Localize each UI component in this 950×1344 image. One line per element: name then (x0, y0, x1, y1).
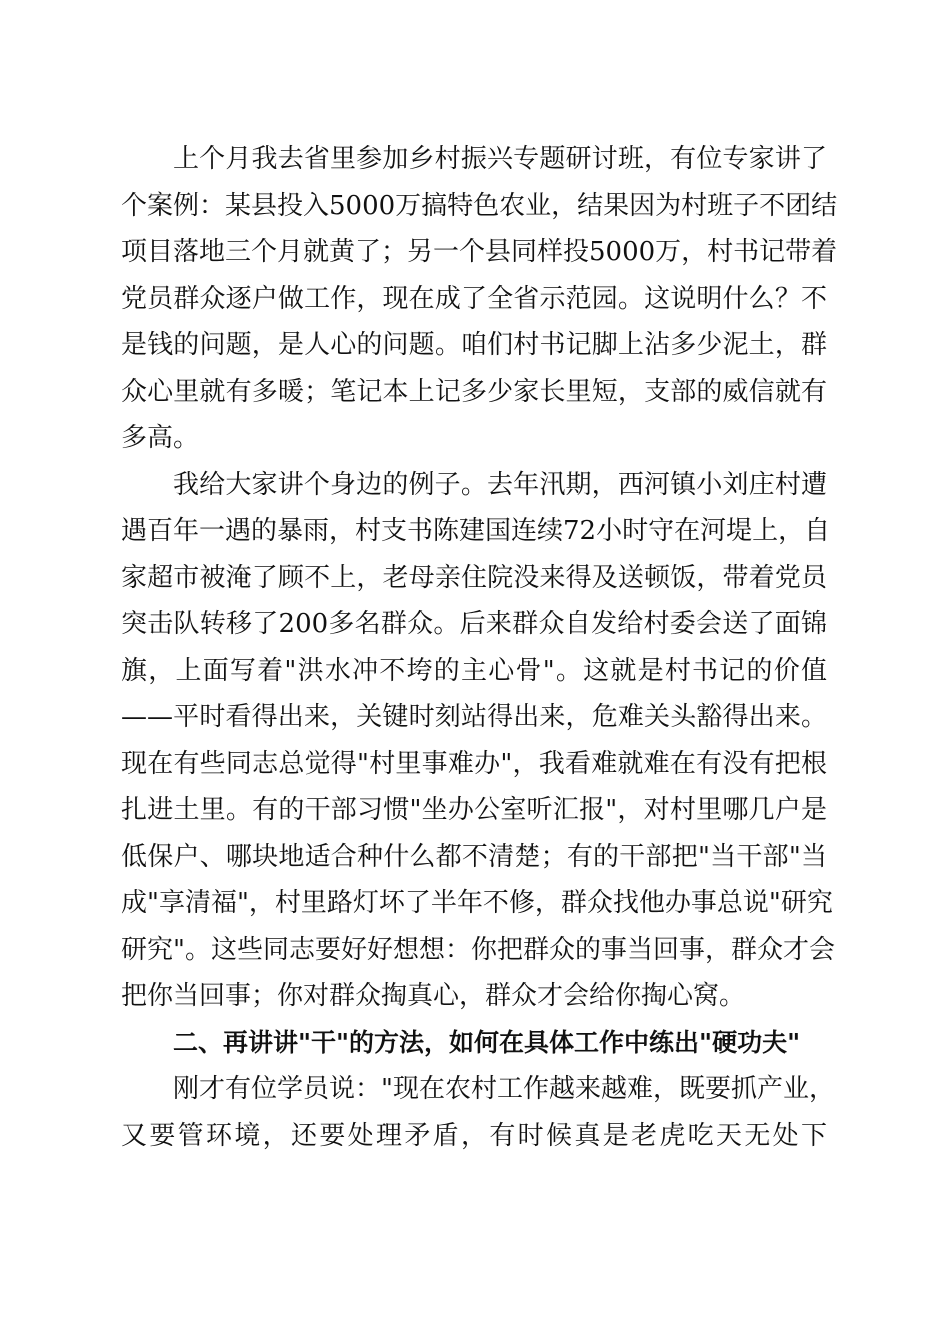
document-body (121, 136, 838, 1159)
text-line: 上个月我去省里参加乡村振兴专题研讨班，有位专家讲了 (173, 144, 827, 174)
text-line: 家超市被淹了顾不上，老母亲住院没来得及送顿饭，带着党员 (121, 562, 827, 593)
paragraph (121, 136, 838, 462)
text-line: 扎进土里。有的干部习惯"坐办公室听汇报"，对村里哪几户是 (121, 795, 827, 825)
text-line: 突击队转移了200多名群众。后来群众自发给村委会送了面锦 (121, 609, 827, 639)
text-line: ——平时看得出来，关键时刻站得出来，危难关头豁得出来。 (121, 702, 827, 732)
text-line: 研究"。这些同志要好好想想：你把群众的事当回事，群众才会 (121, 934, 835, 965)
text-line: 又要管环境，还要处理矛盾，有时候真是老虎吃天无处下 (121, 1120, 827, 1151)
text-line: 刚才有位学员说："现在农村工作越来越难，既要抓产业， (173, 1074, 835, 1104)
text-line: 低保户、哪块地适合种什么都不清楚；有的干部把"当干部"当 (121, 841, 827, 872)
text-line: 把你当回事；你对群众掏真心，群众才会给你掏心窝。 (121, 981, 746, 1011)
paragraph (121, 462, 835, 1020)
text-line: 众心里就有多暖；笔记本上记多少家长里短，支部的威信就有 (121, 376, 827, 407)
section-heading (121, 1020, 827, 1067)
text-line: 遇百年一遇的暴雨，村支书陈建国连续72小时守在河堤上，自 (121, 516, 831, 546)
text-line: 旗，上面写着"洪水冲不垮的主心骨"。这就是村书记的价值 (121, 655, 827, 686)
text-line: 现在有些同志总觉得"村里事难办"，我看难就难在有没有把根 (121, 748, 827, 779)
text-line: 成"享清福"，村里路灯坏了半年不修，群众找他办事总说"研究 (121, 888, 833, 918)
text-line: 党员群众逐户做工作，现在成了全省示范园。这说明什么？不 (121, 283, 827, 314)
text-line: 是钱的问题，是人心的问题。咱们村书记脚上沾多少泥土，群 (121, 330, 827, 360)
text-line: 个案例：某县投入5000万搞特色农业，结果因为村班子不团结 (121, 190, 838, 221)
section-heading-text: 二、再讲讲"干"的方法，如何在具体工作中练出"硬功夫" (173, 1027, 801, 1057)
text-line: 我给大家讲个身边的例子。去年汛期，西河镇小刘庄村遭 (173, 469, 827, 500)
paragraph (121, 1066, 835, 1159)
text-line: 项目落地三个月就黄了；另一个县同样投5000万，村书记带着 (121, 237, 838, 267)
text-line: 多高。 (121, 423, 200, 453)
